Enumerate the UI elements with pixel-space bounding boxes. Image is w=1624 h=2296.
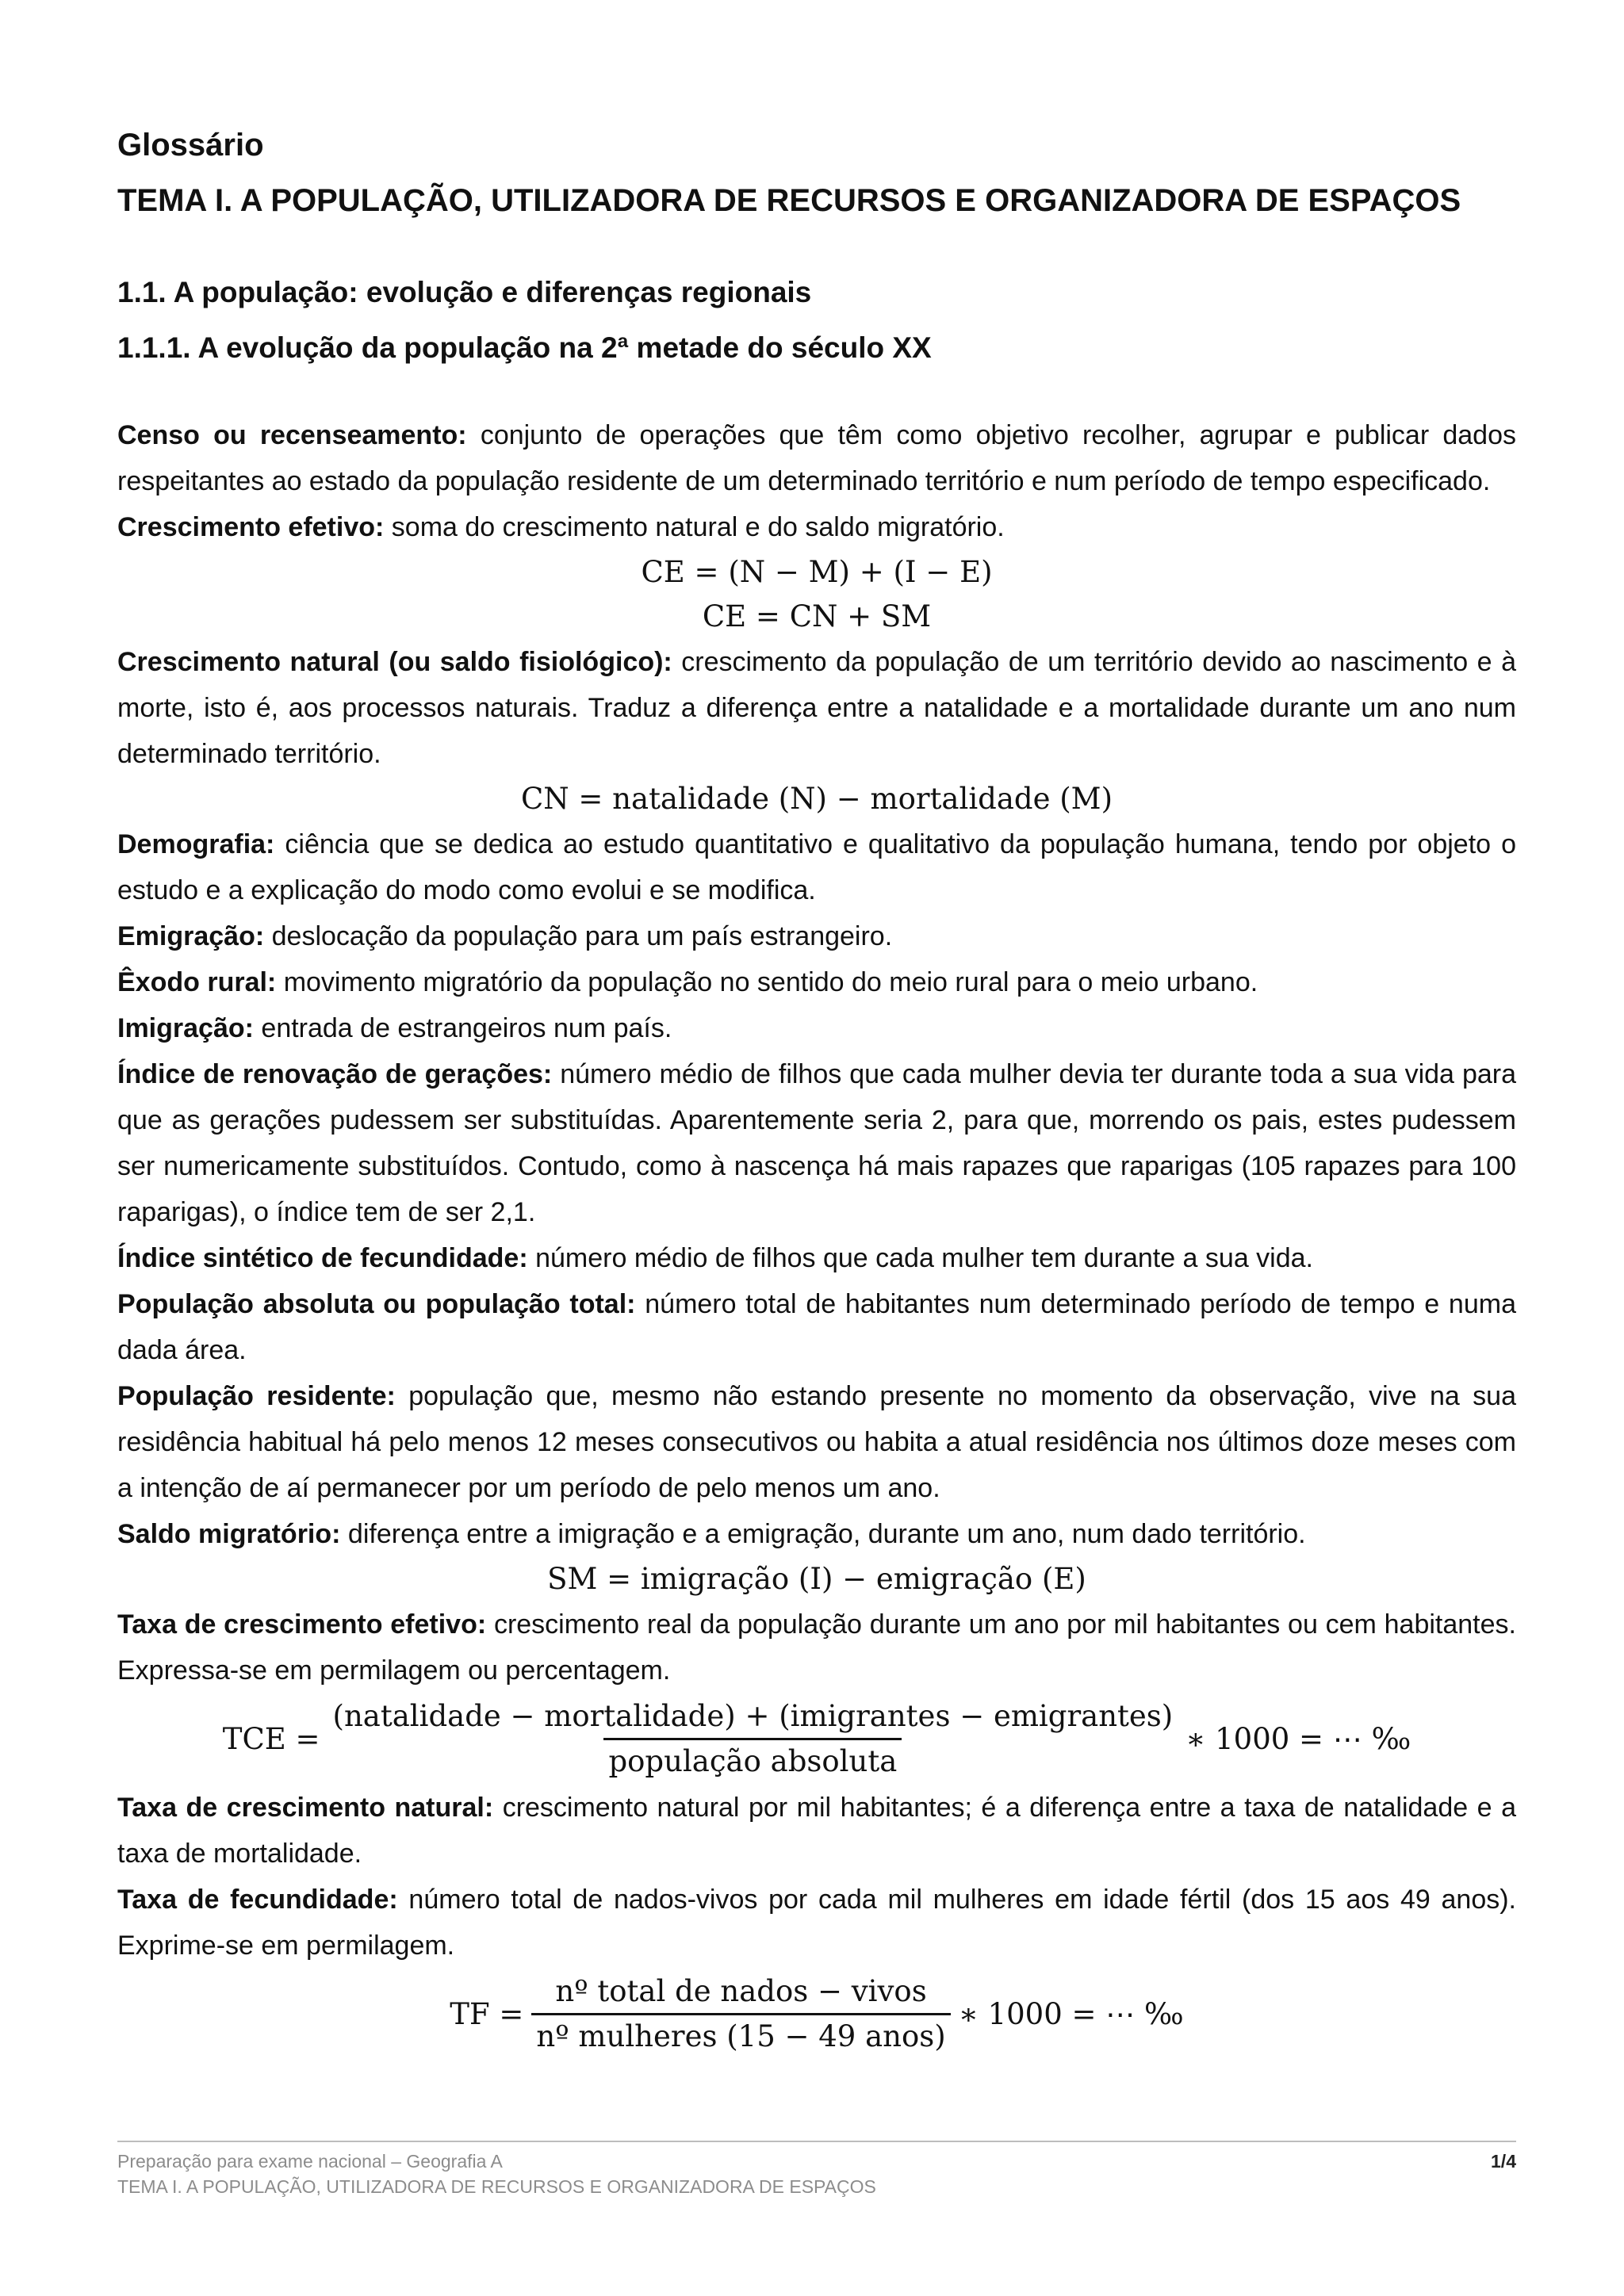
formula-sm: SM = imigração (I) − emigração (E) [547, 1562, 1086, 1596]
theme-heading: TEMA I. A POPULAÇÃO, UTILIZADORA DE RECURSOS E ORGANIZADORA DE ESPAÇOS [117, 183, 1461, 218]
footer-course: Preparação para exame nacional – Geografia A [117, 2151, 503, 2172]
entry-definition: número total de habitantes num determinado período de tempo e numa dada área. [117, 1289, 1516, 1365]
entry-definition: ciência que se dedica ao estudo quantitativo e qualitativo da população humana, tendo por objeto o estudo e a explicação do modo como evolui e se modifica. [117, 829, 1516, 905]
glossary-entry [117, 959, 1516, 1005]
entry-term: Êxodo rural: [117, 967, 277, 997]
glossary-entry [117, 412, 1516, 504]
glossary-entry [117, 1511, 1516, 1557]
entry-term: Emigração: [117, 921, 265, 951]
formula-rhs: ∗ 1000 = ⋯ ‰ [958, 1997, 1184, 2031]
formula-tf [117, 1973, 1516, 2055]
entry-term: Taxa de crescimento efetivo: [117, 1609, 487, 1640]
fraction-numerator: (natalidade − mortalidade) + (imigrantes − emigrantes) [332, 1699, 1174, 1733]
glossary-entry [117, 821, 1516, 913]
glossary-entry [117, 1005, 1516, 1051]
entry-term: Censo ou recenseamento: [117, 420, 467, 450]
fraction [531, 1973, 950, 2055]
glossary-entry [117, 1373, 1516, 1511]
fraction [328, 1698, 1178, 1780]
formula-lhs: TF = [450, 1997, 524, 2031]
entry-term: Taxa de fecundidade: [117, 1885, 398, 1915]
entry-term: Índice sintético de fecundidade: [117, 1243, 528, 1273]
entry-term: Demografia: [117, 829, 275, 859]
footer-theme: TEMA I. A POPULAÇÃO, UTILIZADORA DE RECURSOS E ORGANIZADORA DE ESPAÇOS [117, 2176, 876, 2197]
fraction-denominator: população absoluta [603, 1738, 902, 1780]
entry-definition: entrada de estrangeiros num país. [261, 1013, 672, 1043]
entry-definition: movimento migratório da população no sentido do meio rural para o meio urbano. [283, 967, 1258, 997]
glossary-entry [117, 1601, 1516, 1693]
entry-definition: soma do crescimento natural e do saldo migratório. [391, 512, 1005, 542]
entry-definition: diferença entre a imigração e a emigração, durante um ano, num dado território. [347, 1519, 1306, 1549]
page-number: 1/4 [1491, 2151, 1516, 2172]
glossary-entry [117, 504, 1516, 550]
glossary-entry [117, 1051, 1516, 1235]
formula-ce-short: CE = CN + SM [702, 599, 932, 633]
entry-term: População residente: [117, 1381, 396, 1411]
page-content [117, 117, 1516, 2060]
fraction-numerator: nº total de nados − vivos [555, 1974, 927, 2008]
section-heading: 1.1. A população: evolução e diferenças regionais [117, 276, 812, 308]
formula-cn: CN = natalidade (N) − mortalidade (M) [520, 782, 1113, 816]
glossary-entry [117, 639, 1516, 777]
entry-term: Crescimento natural (ou saldo fisiológico): [117, 647, 672, 677]
entry-definition: número médio de filhos que cada mulher tem durante a sua vida. [535, 1243, 1313, 1273]
entry-term: População absoluta ou população total: [117, 1289, 636, 1319]
entry-term: Saldo migratório: [117, 1519, 341, 1549]
glossary-entry [117, 913, 1516, 959]
entry-definition: crescimento natural por mil habitantes; é a diferença entre a taxa de natalidade e a taxa de mortalidade. [117, 1793, 1516, 1869]
entry-term: Taxa de crescimento natural: [117, 1793, 494, 1823]
entry-definition: deslocação da população para um país estrangeiro. [271, 921, 893, 951]
entry-term: Índice de renovação de gerações: [117, 1059, 553, 1089]
entry-definition: conjunto de operações que têm como objetivo recolher, agrupar e publicar dados respeitantes ao estado da população residente de um determinado território e num período de tempo especificado. [117, 420, 1516, 496]
formula-ce-expanded: CE = (N − M) + (I − E) [641, 555, 993, 589]
page-footer [117, 2141, 1516, 2199]
glossary-entry [117, 1235, 1516, 1281]
entry-term: Crescimento efetivo: [117, 512, 385, 542]
entry-definition: crescimento da população de um território devido ao nascimento e à morte, isto é, aos processos naturais. Traduz a diferença entre a natalidade e a mortalidade durante um ano num determinado território. [117, 647, 1516, 769]
entry-term: Imigração: [117, 1013, 254, 1043]
entry-definition: crescimento real da população durante um ano por mil habitantes ou cem habitantes. Expressa-se em permilagem ou percentagem. [117, 1609, 1516, 1686]
entry-definition: número total de nados-vivos por cada mil mulheres em idade fértil (dos 15 aos 49 anos). Exprime-se em permilagem. [117, 1885, 1516, 1961]
entry-definition: número médio de filhos que cada mulher devia ter durante toda a sua vida para que as gerações pudessem ser substituídas. Aparentemente seria 2, para que, morrendo os pais, estes pudessem ser numericamente substituídos. Contudo, como à nascença há mais rapazes que raparigas (105 rapazes para 100 raparigas), o índice tem de ser 2,1. [117, 1059, 1516, 1227]
glossary-entry [117, 1785, 1516, 1877]
entry-definition: população que, mesmo não estando presente no momento da observação, vive na sua residência habitual há pelo menos 12 meses consecutivos ou habita a atual residência nos últimos doze meses com a intenção de aí permanecer por um período de pelo menos um ano. [117, 1381, 1517, 1503]
glossary-entry [117, 1877, 1516, 1969]
glossary-title: Glossário [117, 128, 264, 163]
glossary-entry [117, 1281, 1516, 1373]
formula-rhs: ∗ 1000 = ⋯ ‰ [1185, 1722, 1411, 1756]
formula-tce [117, 1698, 1516, 1780]
fraction-denominator: nº mulheres (15 − 49 anos) [531, 2013, 950, 2055]
formula-lhs: TCE = [222, 1722, 320, 1756]
subsection-heading: 1.1.1. A evolução da população na 2ª metade do século XX [117, 331, 932, 364]
